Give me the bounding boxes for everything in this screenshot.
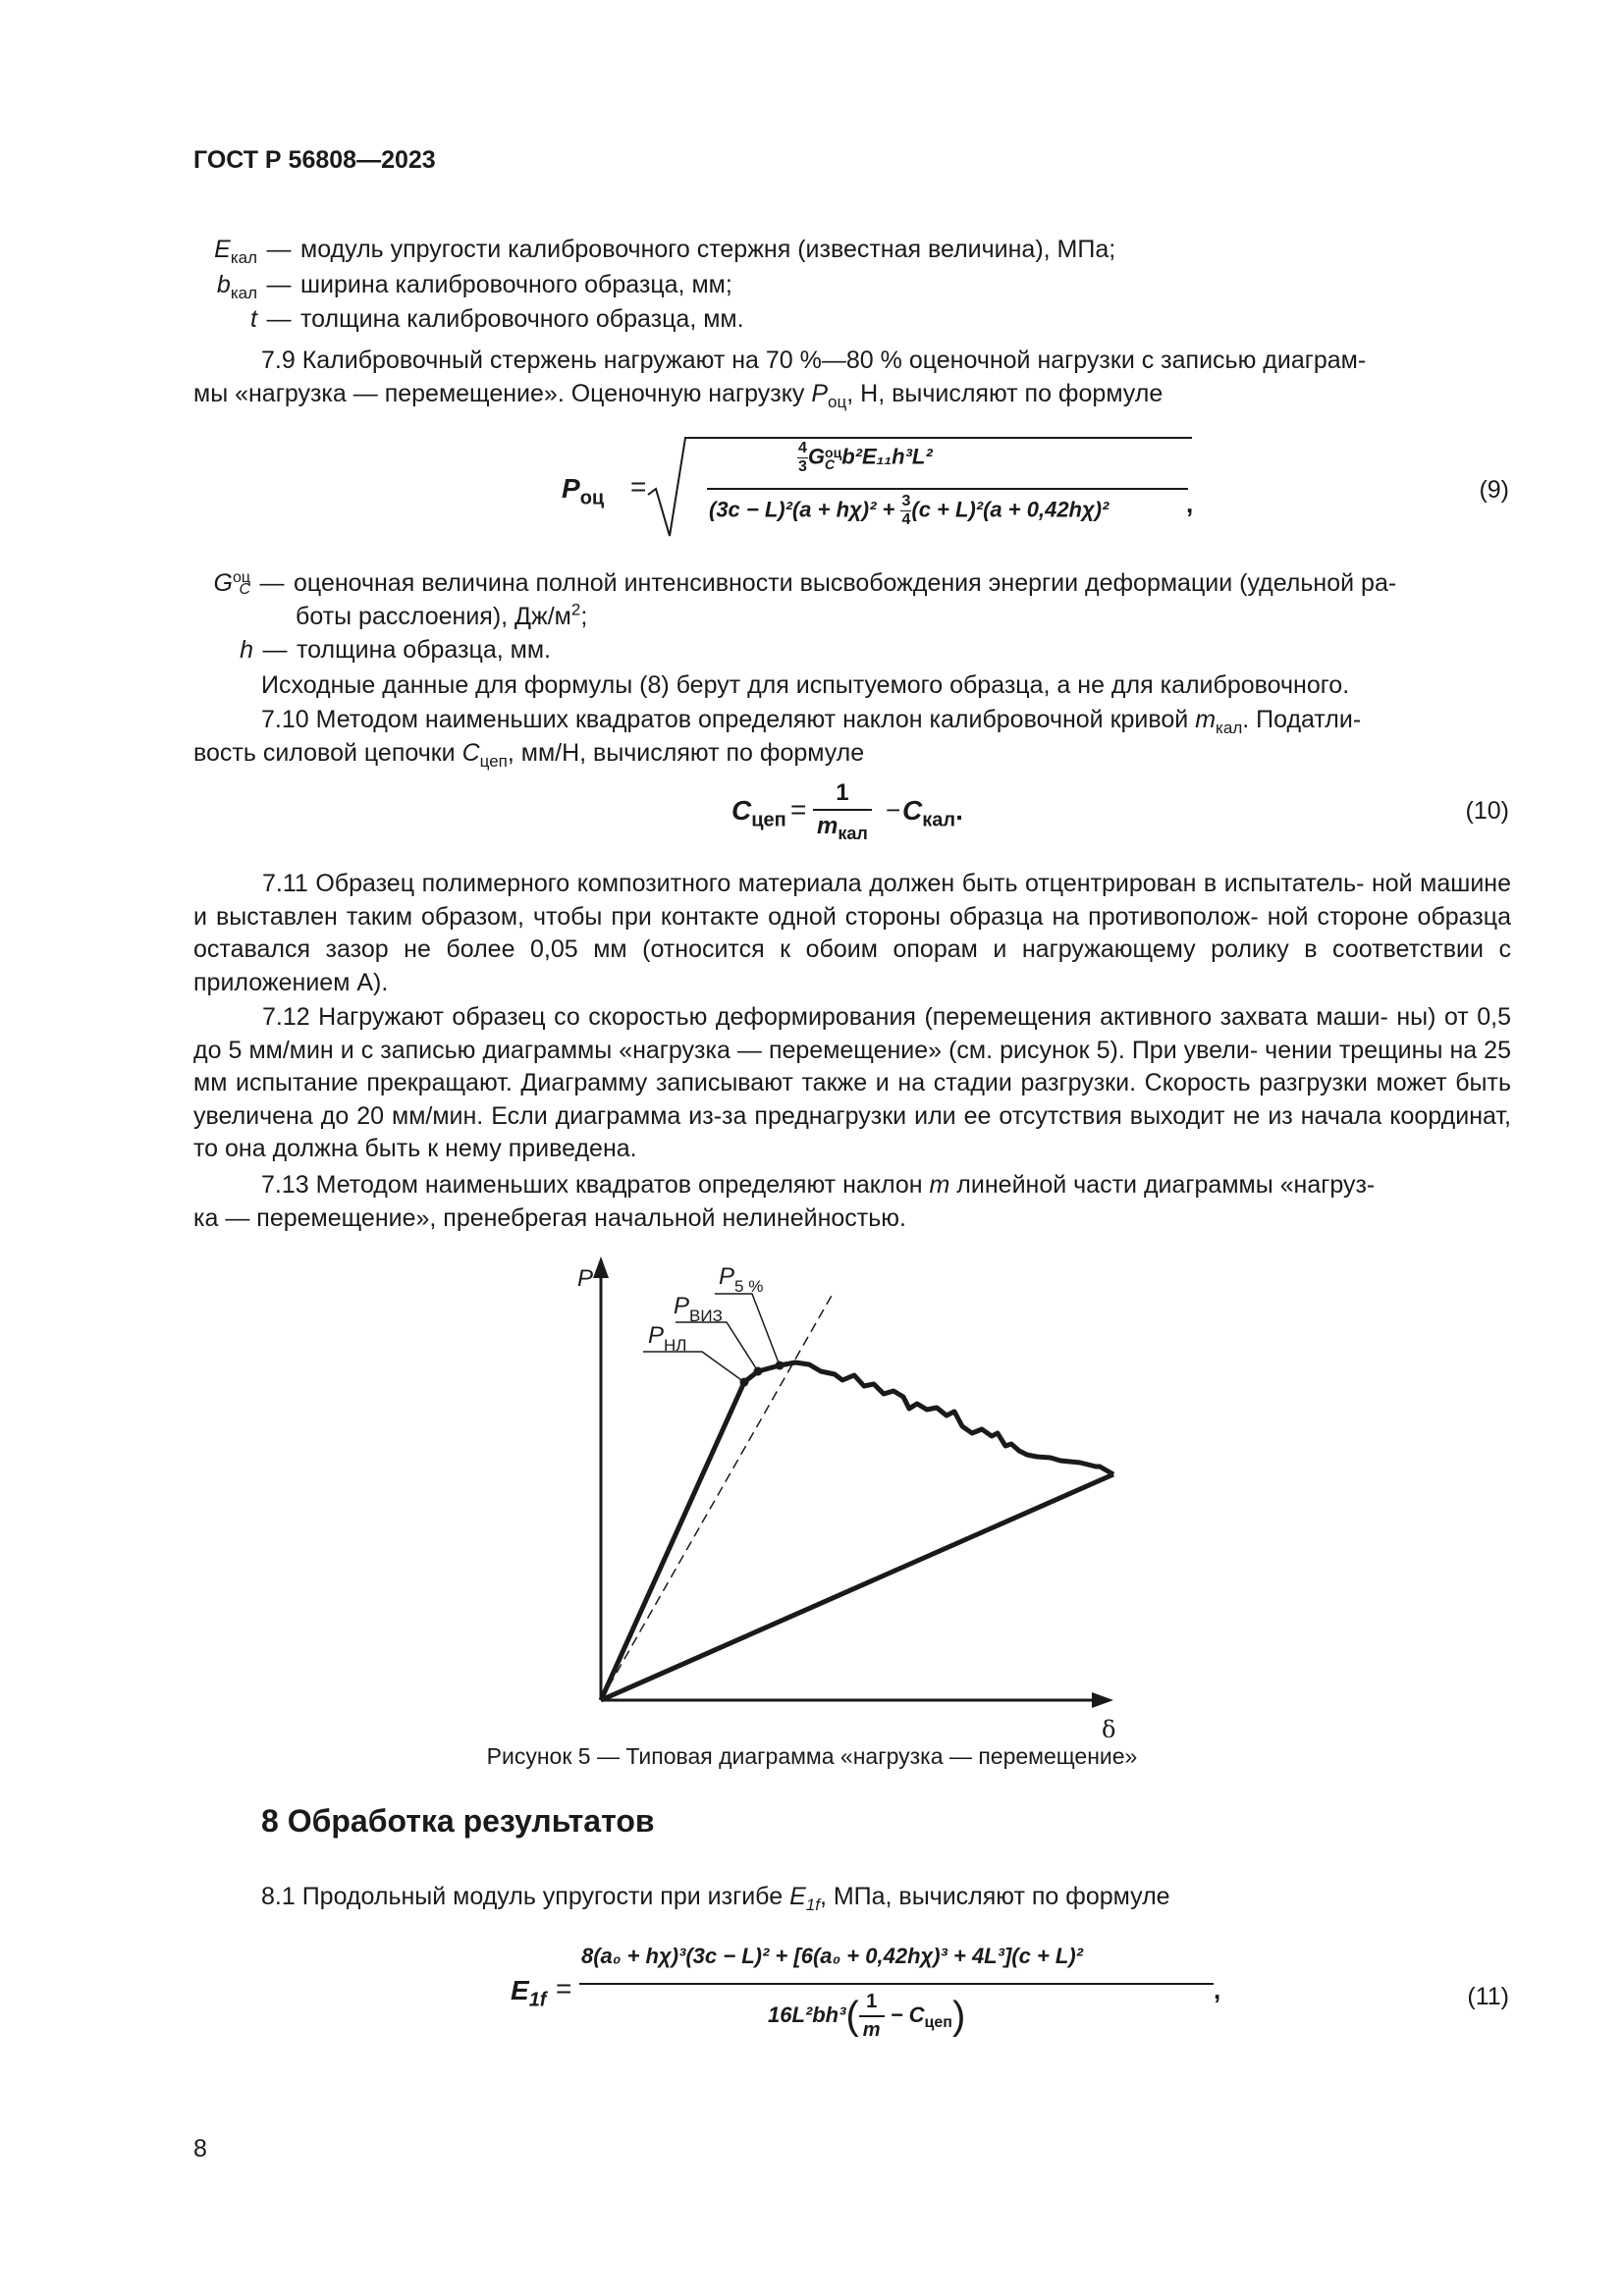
formula-11-number: (11) (1467, 1983, 1509, 2010)
formula-11-denominator: 16L²bh³( $\frac{1}{m}$ − $C_{цеп}$) (768, 1991, 966, 2041)
label-pnl: $P_{НЛ}$ (648, 1322, 687, 1355)
offset-line (601, 1294, 833, 1700)
definition-e-cal: $E_{кал}$ — модуль упругости калибровочного стержня (известная величина), МПа; (214, 236, 1116, 267)
x-axis-label: δ (1102, 1716, 1116, 1737)
para-7-13-line2: ка — перемещение», пренебрегая начальной нелинейностью. (193, 1204, 906, 1232)
leader-pviz (676, 1322, 758, 1371)
definition-b-cal: $b_{кал}$ — ширина калибровочного образца, мм; (216, 271, 732, 302)
section-8-title: 8 Обработка результатов (261, 1803, 655, 1839)
y-axis-arrow (593, 1256, 609, 1278)
y-axis-label: P (577, 1265, 594, 1292)
para-7-12: 7.12 Нагружают образец со скоростью деформирования (перемещения активного захвата маши- ны) от 0,5 до 5 мм/мин и с записью диаграммы «нагрузка — перемещение» (см. рисунок 5). При увели- чении трещины на 25 мм испытание прекращают. Диаграмму записывают также и на стадии разгрузки. Скорость разгрузки может быть увеличена до 20 мм/мин. Если диаграмма из-за преднагрузки или ее отсутствия выходит не из начала координат, то она должна быть к нему приведена. (193, 1003, 1511, 1162)
para-7-9-line1: 7.9 Калибровочный стержень нагружают на 70 %—80 % оценочной нагрузки с записью диаграм- (261, 347, 1367, 374)
formula-10: $C_{цеп}$ = $\frac{1}{m_{кал}}$ − $C_{кал}$. (731, 779, 963, 843)
formula-9-lhs: $P_{оц}$ (562, 473, 605, 509)
page-number: 8 (193, 2135, 207, 2163)
para-7-9-line2: мы «нагрузка — перемещение». Оценочную нагрузку $P_{оц}$, Н, вычисляют по формуле (193, 380, 1164, 411)
formula-11-numerator: 8(a₀ + hχ)³(3c − L)² + [6(a₀ + 0,42hχ)³ + 4L³](c + L)² (581, 1944, 1083, 1968)
figure-5-caption: Рисунок 5 — Типовая диаграмма «нагрузка — перемещение» (486, 1743, 1138, 1769)
para-7-10-line2: вость силовой цепочки $C_{цеп}$, мм/Н, вычисляют по формуле (193, 739, 865, 771)
para-8-1: 8.1 Продольный модуль упругости при изгибе $E_{1f}$, МПа, вычисляют по формуле (261, 1883, 1170, 1914)
formula-9-numerator: $\frac{4}{3}$ G оц C b²E₁₁h³L² (798, 440, 933, 475)
definition-t: t — толщина калибровочного образца, мм. (250, 305, 744, 333)
label-pviz: $P_{ВИЗ}$ (674, 1293, 723, 1325)
document-header: ГОСТ Р 56808—2023 (193, 146, 436, 174)
definition-h: h — толщина образца, мм. (240, 636, 551, 664)
load-curve (601, 1362, 1113, 1700)
x-axis-arrow (1092, 1692, 1113, 1708)
para-7-11: 7.11 Образец полимерного композитного материала должен быть отцентрирован в испытатель- ной машине и выставлен таким образом, чтобы при контакте одной стороны образца на противополож- ной стороне образца оставался зазор не более 0,05 мм (относится к обоим опорам и нагружающему ролику в соответствии с приложением А). (193, 870, 1511, 996)
source-note: Исходные данные для формулы (8) берут для испытуемого образца, а не для калибровочного. (261, 671, 1350, 699)
leader-pnl (643, 1352, 744, 1382)
formula-11: $E_{1f}$ = 8(a₀ + hχ)³(3c − L)² + [6(a₀ + 0,42hχ)³ + 4L³](c + L)² 16L²bh³( $\frac{1}{m}$ − $C_{цеп}$) , (511, 1944, 1221, 2041)
formula-9-number: (9) (1479, 476, 1509, 504)
formula-9-denominator: (3c − L)²(a + hχ)² + $\frac{3}{4}$ (c + L)²(a + 0,42hχ)² (709, 493, 1110, 528)
formula-9: $P_{оц}$ = $\frac{4}{3}$ G оц C b²E₁₁h³L² (3c − L)²(a + hχ)² + $\frac{3}{4}$ (c + L)²(a + 0,42hχ)² , (562, 434, 1190, 542)
formula-10-number: (10) (1465, 797, 1509, 825)
label-p5: $P_{5 \%}$ (719, 1263, 764, 1296)
para-7-10-line1: 7.10 Методом наименьших квадратов определяют наклон калибровочной кривой $m_{кал}$. Податли- (261, 706, 1362, 737)
definition-g-line2: боты расслоения), $Дж/м^2$; (296, 600, 588, 630)
unload-line (601, 1474, 1113, 1700)
para-7-13-line1: 7.13 Методом наименьших квадратов определяют наклон m линейной части диаграммы «нагруз- (261, 1171, 1376, 1199)
formula-11-fraction-bar (579, 1983, 1214, 1985)
figure-5-diagram (550, 1247, 1139, 1737)
definition-g: G оц C — оценочная величина полной интенсивности высвобождения энергии деформации (удельной ра- (213, 569, 1397, 599)
